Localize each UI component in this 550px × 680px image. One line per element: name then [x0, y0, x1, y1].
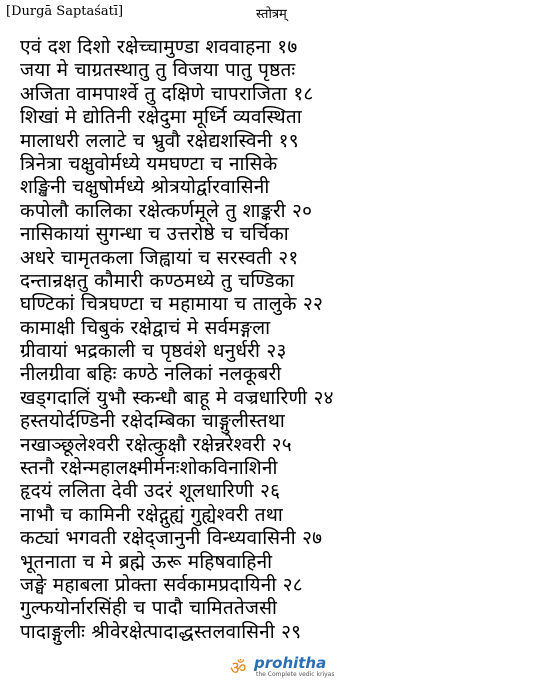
verse-line: नीलग्रीवा बहिः कण्ठे नलिकां नलकूबरी [20, 363, 282, 386]
verse-line: खड्गदालिं युभौ स्कन्धौ बाहू मे वज्रधारिणी २४ [20, 386, 334, 409]
page-header [6, 4, 544, 22]
verse-block [20, 36, 540, 644]
logo-tagline: the Complete vedic kriyas [256, 671, 335, 678]
om-icon: ॐ [230, 658, 247, 679]
logo-name: prohitha [254, 654, 327, 672]
verse-line: ग्रीवायां भद्रकाली च पृष्ठवंशे धनुर्धरी २३ [20, 340, 287, 363]
verse-line: अधरे चामृतकला जिह्वायां च सरस्वती २१ [20, 246, 299, 269]
verse-line: हस्तयोर्दण्डिनी रक्षेदम्बिका चाङ्गुलीस्तथा [20, 410, 286, 433]
verse-line: शङ्खिनी चक्षुषोर्मध्ये श्रोत्रयोर्द्वारवासिनी [20, 176, 270, 199]
verse-line: मालाधरी ललाटे च भ्रुवौ रक्षेद्यशस्विनी १९ [20, 129, 299, 152]
verse-line: अजिता वामपार्श्वे तु दक्षिणे चापराजिता १८ [20, 82, 314, 105]
verse-line: एवं दश दिशो रक्षेच्चामुण्डा शववाहना १७ [20, 36, 298, 58]
verse-line: स्तनौ रक्षेन्महालक्ष्मीर्मनःशोकविनाशिनी [20, 457, 278, 480]
verse-line: कामाक्षी चिबुकं रक्षेद्वाचं मे सर्वमङ्गला [20, 316, 271, 339]
verse-line: गुल्फयोर्नारसिंही च पादौ चामिततेजसी [20, 597, 278, 620]
book-title: [Durgā Saptaśatī] [6, 4, 124, 19]
verse-line: नखाञ्छूलेश्वरी रक्षेत्कुक्षौ रक्षेन्नरेश्वरी २५ [20, 433, 292, 456]
verse-line: नासिकायां सुगन्धा च उत्तरोष्ठे च चर्चिका [20, 223, 289, 246]
verse-line: शिखां मे द्योतिनी रक्षेदुमा मूर्ध्नि व्यवस्थिता [20, 106, 302, 129]
verse-line: जया मे चाग्रतस्थातु तु विजया पातु पृष्ठतः [20, 59, 296, 82]
prohitha-logo [230, 656, 350, 678]
verse-line: दन्तान्रक्षतु कौमारी कण्ठमध्ये तु चण्डिका [20, 269, 295, 292]
verse-line: नाभौ च कामिनी रक्षेद्गुह्यं गुह्येश्वरी तथा [20, 503, 284, 526]
verse-line: कट्यां भगवती रक्षेद्जानुनी विन्ध्यवासिनी २७ [20, 527, 323, 550]
section-title: स्तोत्रम् [256, 7, 287, 22]
verse-line: हृदयं ललिता देवी उदरं शूलधारिणी २६ [20, 480, 281, 503]
verse-line: जङ्घे महाबला प्रोक्ता सर्वकामप्रदायिनी २८ [20, 573, 303, 596]
verse-line: घण्टिकां चित्रघण्टा च महामाया च तालुके २२ [20, 293, 324, 316]
verse-line: कपोलौ कालिका रक्षेत्कर्णमूले तु शाङ्करी २० [20, 199, 313, 222]
verse-line: भूतनाता च मे ब्रह्मे ऊरू महिषवाहिनी [20, 550, 273, 573]
verse-line: पादाङ्गुलीः श्रीवेरक्षेत्पादाद्धस्तलवासिनी २९ [20, 620, 302, 643]
verse-line: त्रिनेत्रा चक्षुवोर्मध्ये यमघण्टा च नासिके [20, 152, 278, 175]
